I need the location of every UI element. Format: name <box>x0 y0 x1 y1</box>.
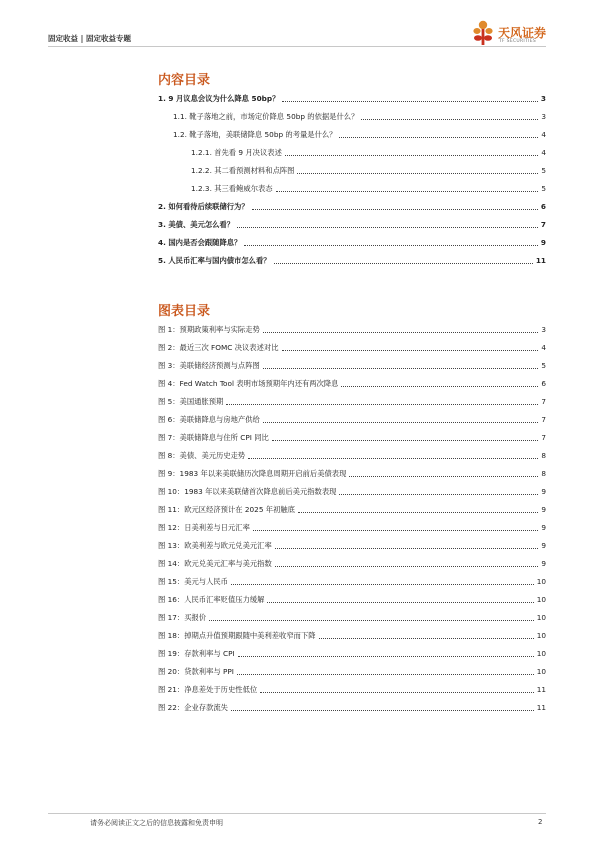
dot-leader <box>263 367 539 369</box>
figure-entry[interactable] <box>158 449 546 461</box>
figure-entry-page: 10 <box>536 595 546 604</box>
dot-leader <box>341 385 538 387</box>
dot-leader <box>237 226 538 228</box>
figure-entry[interactable] <box>158 467 546 479</box>
figure-entry[interactable] <box>158 539 546 551</box>
dot-leader <box>282 100 538 102</box>
figure-entry-label: 图 11：欧元区经济预计在 2025 年初触底 <box>158 505 295 514</box>
dot-leader <box>272 439 539 441</box>
figure-entry[interactable] <box>158 413 546 425</box>
figure-entry-label: 图 19：存款利率与 CPI <box>158 649 235 658</box>
report-breadcrumb: 固定收益 | 固定收益专题 <box>48 34 131 43</box>
toc-entry-label: 5. 人民币汇率与国内债市怎么看？ <box>158 256 271 265</box>
figure-entry-page: 9 <box>541 559 546 568</box>
dot-leader <box>282 349 539 351</box>
dot-leader <box>319 637 534 639</box>
toc-entry[interactable] <box>173 110 546 122</box>
dot-leader <box>275 547 539 549</box>
figure-entry[interactable] <box>158 611 546 623</box>
figure-entry[interactable] <box>158 557 546 569</box>
figure-entry-page: 10 <box>536 631 546 640</box>
figure-entry-label: 图 13：欧美利差与欧元兑美元汇率 <box>158 541 272 550</box>
figure-entry-label: 图 7：美联储降息与住所 CPI 同比 <box>158 433 269 442</box>
figure-entry-page: 7 <box>541 397 546 406</box>
toc-entry-page: 4 <box>541 130 546 139</box>
figure-entry[interactable] <box>158 593 546 605</box>
figure-entry-label: 图 8：美债、美元历史走势 <box>158 451 246 460</box>
figure-entry[interactable] <box>158 647 546 659</box>
toc-entry-page: 11 <box>535 256 546 265</box>
figure-entry-label: 图 2：最近三次 FOMC 决议表述对比 <box>158 343 279 352</box>
figure-entry-page: 4 <box>541 343 546 352</box>
toc-entry-label: 1.2.3. 其三看鲍威尔表态 <box>191 184 273 193</box>
figure-entry[interactable] <box>158 485 546 497</box>
figure-entry-page: 9 <box>541 505 546 514</box>
figure-entry[interactable] <box>158 341 546 353</box>
dot-leader <box>349 475 538 477</box>
figure-entry-label: 图 22：企业存款流失 <box>158 703 228 712</box>
dot-leader <box>253 529 538 531</box>
figure-entry-label: 图 9：1983 年以来美联储历次降息周期开启前后美债表现 <box>158 469 347 478</box>
dot-leader <box>274 262 533 264</box>
toc-entry[interactable] <box>158 236 546 248</box>
page-number: 2 <box>538 818 543 826</box>
dot-leader <box>297 172 538 174</box>
figure-entry[interactable] <box>158 323 546 335</box>
figure-entry-page: 8 <box>541 451 546 460</box>
dot-leader <box>209 619 534 621</box>
figure-entry-label: 图 14：欧元兑美元汇率与美元指数 <box>158 559 272 568</box>
footer-disclaimer: 请务必阅读正文之后的信息披露和免责申明 <box>90 819 223 827</box>
toc-entry-page: 6 <box>540 202 546 211</box>
dot-leader <box>263 421 539 423</box>
figure-entry[interactable] <box>158 359 546 371</box>
dot-leader <box>263 331 539 333</box>
figure-entry-label: 图 17：买报价 <box>158 613 207 622</box>
company-logo <box>468 18 558 48</box>
figure-entry-page: 10 <box>536 577 546 586</box>
dot-leader <box>248 457 538 459</box>
dot-leader <box>298 511 538 513</box>
toc-entry[interactable] <box>191 146 546 158</box>
figure-entry-page: 9 <box>541 523 546 532</box>
figure-entry[interactable] <box>158 629 546 641</box>
figure-entry-label: 图 16：人民币汇率贬值压力缓解 <box>158 595 265 604</box>
toc-entry-page: 7 <box>540 220 546 229</box>
figure-entry-label: 图 18：掉期点升值预期跟随中美利差收窄而下降 <box>158 631 316 640</box>
figure-entry-page: 9 <box>541 541 546 550</box>
dot-leader <box>285 154 538 156</box>
toc-entry-page: 3 <box>540 94 546 103</box>
figure-entry-label: 图 10：1983 年以来美联储首次降息前后美元指数表现 <box>158 487 337 496</box>
footer-divider <box>48 813 546 814</box>
figure-entry-label: 图 15：美元与人民币 <box>158 577 228 586</box>
figure-entry[interactable] <box>158 503 546 515</box>
figure-entry-page: 10 <box>536 667 546 676</box>
toc-entry[interactable] <box>158 254 546 266</box>
dot-leader <box>275 565 539 567</box>
figure-entry-label: 图 6：美联储降息与房地产供给 <box>158 415 260 424</box>
dot-leader <box>237 673 534 675</box>
figure-entry-label: 图 20：贷款利率与 PPI <box>158 667 234 676</box>
figure-entry-page: 7 <box>541 433 546 442</box>
dot-leader <box>339 136 538 138</box>
dot-leader <box>361 118 538 120</box>
figure-entry-label: 图 21：净息差处于历史性低位 <box>158 685 258 694</box>
dot-leader <box>238 655 534 657</box>
toc-entry-page: 5 <box>541 184 546 193</box>
figure-entry[interactable] <box>158 521 546 533</box>
figure-entry-page: 11 <box>536 685 546 694</box>
flame-logo-icon <box>468 18 498 48</box>
dot-leader <box>231 709 534 711</box>
figure-entry-page: 9 <box>541 487 546 496</box>
dot-leader <box>260 691 534 693</box>
figure-entry[interactable] <box>158 395 546 407</box>
toc-entry-page: 3 <box>541 112 546 121</box>
toc-entry[interactable] <box>158 200 546 212</box>
toc-entry-page: 5 <box>541 166 546 175</box>
toc-entry[interactable] <box>191 182 546 194</box>
figure-entry[interactable] <box>158 665 546 677</box>
toc-entry-label: 4. 国内是否会跟随降息？ <box>158 238 242 247</box>
toc-entry-page: 9 <box>540 238 546 247</box>
figure-entry[interactable] <box>158 431 546 443</box>
figure-entry-page: 7 <box>541 415 546 424</box>
toc-entry-label: 3. 美债、美元怎么看？ <box>158 220 235 229</box>
figure-entry-page: 6 <box>541 379 546 388</box>
toc-entry-label: 1.2.2. 其二看预测材料和点阵图 <box>191 166 295 175</box>
figure-entry-label: 图 1：预期政策利率与实际走势 <box>158 325 260 334</box>
figure-entry-label: 图 4：Fed Watch Tool 表明市场预期年内还有两次降息 <box>158 379 339 388</box>
figures-title: 图表目录 <box>158 304 211 319</box>
toc-entry[interactable] <box>158 218 546 230</box>
figure-entry-page: 11 <box>536 703 546 712</box>
dot-leader <box>267 601 533 603</box>
logo-wordmark: 天风证券 <box>498 26 547 40</box>
toc-entry[interactable] <box>158 92 546 104</box>
figure-entry-page: 5 <box>541 361 546 370</box>
figure-entry-page: 10 <box>536 613 546 622</box>
figure-entry[interactable] <box>158 701 546 713</box>
figure-entry-page: 8 <box>541 469 546 478</box>
toc-entry-label: 1. 9 月议息会议为什么降息 50bp？ <box>158 94 280 103</box>
figure-entry-page: 3 <box>541 325 546 334</box>
toc-entry-label: 1.2.1. 首先看 9 月决议表述 <box>191 148 282 157</box>
toc-entry-label: 2. 如何看待后续联储行为？ <box>158 202 249 211</box>
dot-leader <box>226 403 538 405</box>
figure-entry[interactable] <box>158 575 546 587</box>
figure-entry-label: 图 5：美国通胀预期 <box>158 397 224 406</box>
dot-leader <box>252 208 538 210</box>
dot-leader <box>276 190 539 192</box>
dot-leader <box>231 583 534 585</box>
figure-entry-label: 图 12：日美利差与日元汇率 <box>158 523 250 532</box>
logo-english-name: TF SECURITIES <box>499 39 537 44</box>
toc-title: 内容目录 <box>158 73 211 88</box>
figure-entry-label: 图 3：美联储经济预测与点阵图 <box>158 361 260 370</box>
toc-entry[interactable] <box>191 164 546 176</box>
figure-entry[interactable] <box>158 683 546 695</box>
dot-leader <box>244 244 538 246</box>
toc-entry-page: 4 <box>541 148 546 157</box>
header-divider <box>48 46 546 47</box>
figure-entry[interactable] <box>158 377 546 389</box>
dot-leader <box>339 493 538 495</box>
toc-entry[interactable] <box>173 128 546 140</box>
figure-entry-page: 10 <box>536 649 546 658</box>
toc-entry-label: 1.2. 靴子落地，美联储降息 50bp 的考量是什么？ <box>173 130 337 139</box>
toc-entry-label: 1.1. 靴子落地之前，市场定价降息 50bp 的依据是什么？ <box>173 112 359 121</box>
